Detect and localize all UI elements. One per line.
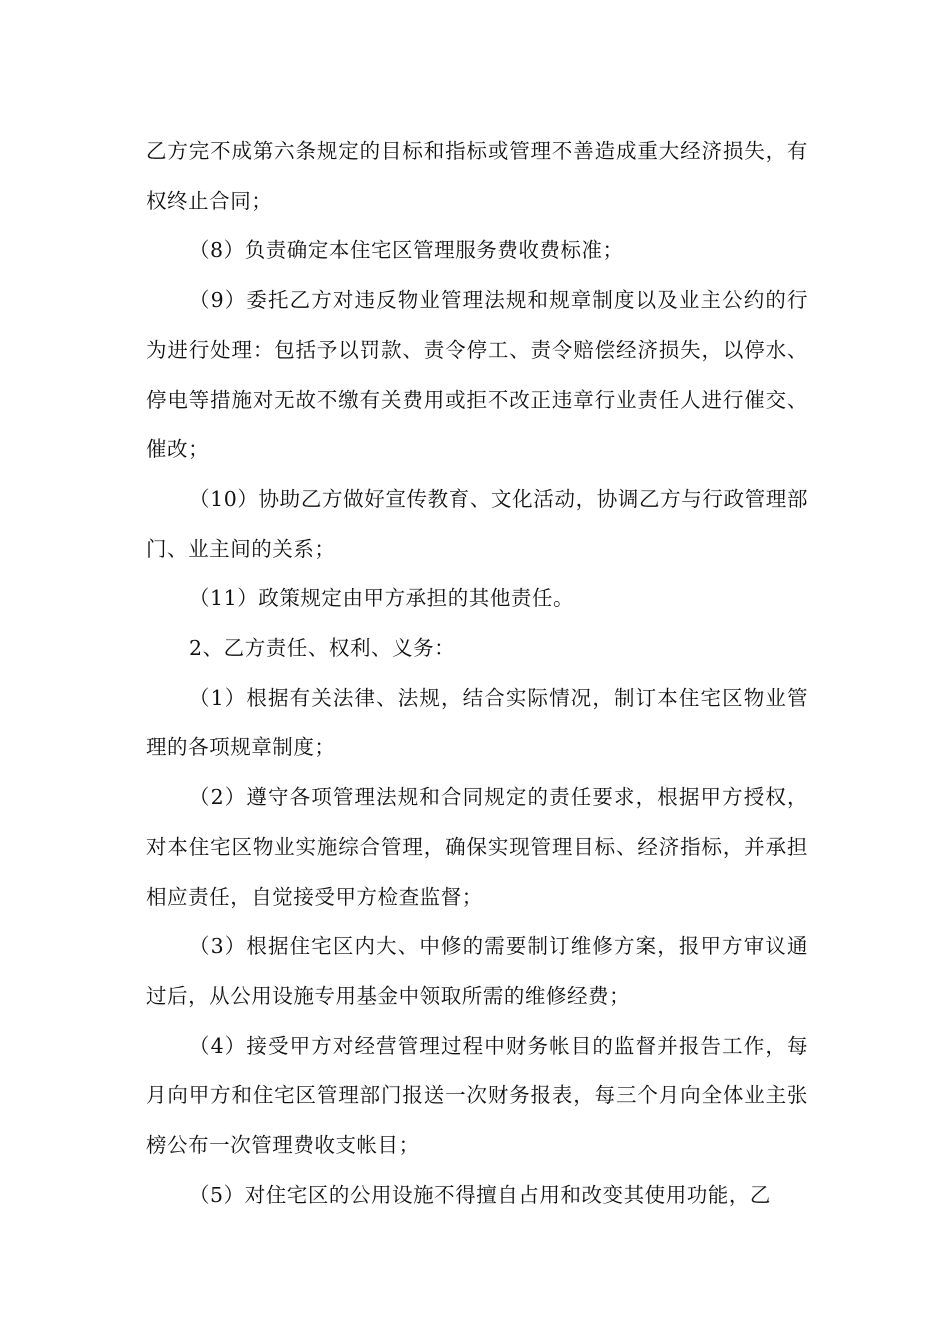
- paragraph-b-item-1: （1）根据有关法律、法规，结合实际情况，制订本住宅区物业管理的各项规章制度；: [146, 685, 808, 760]
- paragraph-b-item-4: （4）接受甲方对经营管理过程中财务帐目的监督并报告工作，每月向甲方和住宅区管理部门报送一次财务报表，每三个月向全体业主张榜公布一次管理费收支帐目；: [146, 1033, 808, 1158]
- paragraph-item-9: （9）委托乙方对违反物业管理法规和规章制度以及业主公约的行为进行处理：包括予以罚款、责令停工、责令赔偿经济损失，以停水、停电等措施对无故不缴有关费用或拒不改正违章行业责任人进行催交、催改；: [146, 288, 808, 462]
- document-body: [146, 127, 808, 1220]
- paragraph-b-item-3: （3）根据住宅区内大、中修的需要制订维修方案，报甲方审议通过后，从公用设施专用基金中领取所需的维修经费；: [146, 934, 808, 1008]
- paragraph-b-item-5: （5）对住宅区的公用设施不得擅自占用和改变其使用功能，乙: [189, 1182, 771, 1207]
- section-heading-party-b: 2、乙方责任、权利、义务：: [189, 636, 456, 661]
- paragraph-continuation: 乙方完不成第六条规定的目标和指标或管理不善造成重大经济损失，有权终止合同；: [146, 139, 808, 213]
- paragraph-item-11: （11）政策规定由甲方承担的其他责任。: [189, 586, 575, 611]
- paragraph-item-8: （8）负责确定本住宅区管理服务费收费标准；: [189, 238, 624, 263]
- paragraph-item-10: （10）协助乙方做好宣传教育、文化活动，协调乙方与行政管理部门、业主间的关系；: [146, 486, 808, 561]
- paragraph-b-item-2: （2）遵守各项管理法规和合同规定的责任要求，根据甲方授权，对本住宅区物业实施综合管理，确保实现管理目标、经济指标，并承担相应责任，自觉接受甲方检查监督；: [146, 785, 808, 909]
